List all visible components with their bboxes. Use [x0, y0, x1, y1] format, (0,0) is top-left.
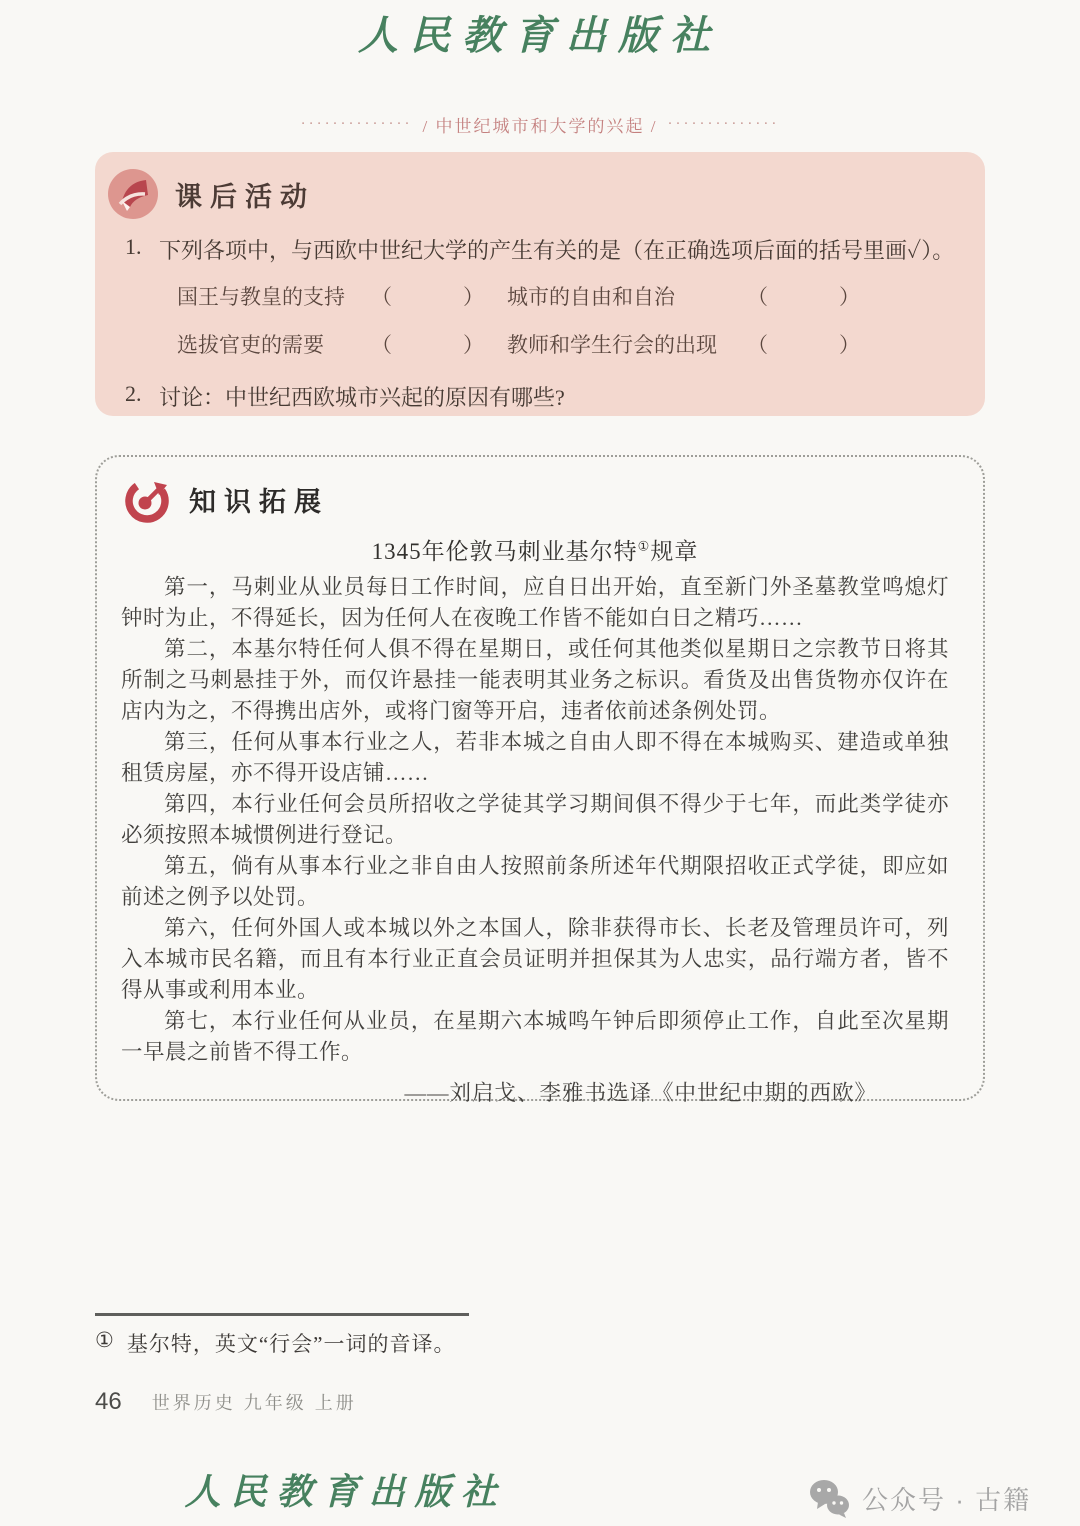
answer-parentheses[interactable]: （ ）	[371, 285, 486, 309]
option-guilds-appearance	[507, 329, 862, 359]
option-label: 城市的自由和自治	[507, 285, 675, 309]
activities-header	[107, 168, 955, 220]
source-attribution: ——刘启戈、李雅书选译《中世纪中期的西欧》	[404, 1081, 877, 1105]
watermark	[808, 1478, 1031, 1518]
page-footer	[95, 1388, 357, 1416]
chapter-dots-right: ··············	[667, 116, 780, 132]
option-label: 选拔官吏的需要	[177, 333, 324, 357]
chapter-dots-left: ··············	[300, 116, 413, 132]
option-city-freedom	[507, 281, 862, 311]
knowledge-header	[121, 473, 949, 525]
watermark-text: 公众号 · 古籍	[862, 1484, 1032, 1515]
document-title-main: 1345年伦敦马刺业基尔特	[371, 539, 638, 564]
item-number: 2.	[125, 381, 142, 406]
document-title-tail: 规章	[650, 539, 699, 564]
chapter-title: / 中世纪城市和大学的兴起 /	[422, 117, 658, 136]
activities-heading: 课后活动	[175, 181, 315, 212]
publisher-logo-top: 人民教育出版社	[358, 12, 722, 59]
option-official-selection	[177, 329, 507, 359]
knowledge-heading: 知识拓展	[189, 486, 329, 517]
circular-arrow-icon	[121, 473, 173, 525]
publisher-logo-bottom: 人民教育出版社	[184, 1471, 507, 1513]
activity-item-1	[125, 234, 955, 265]
answer-parentheses[interactable]: （ ）	[371, 333, 486, 357]
footnote-ref-icon: ①	[637, 538, 651, 554]
option-kings-popes	[177, 281, 507, 311]
book-pen-icon	[107, 168, 159, 220]
item-text: 下列各项中，与西欧中世纪大学的产生有关的是（在正确选项后面的括号里画✓）。	[159, 238, 955, 263]
chapter-header	[0, 112, 1080, 137]
footnote-divider	[95, 1313, 469, 1316]
knowledge-box	[95, 455, 985, 1105]
options-grid	[177, 281, 955, 359]
item-text: 讨论：中世纪西欧城市兴起的原因有哪些?	[159, 385, 565, 410]
item-number: 1.	[125, 234, 142, 259]
regulation-paragraph: 第五，倘有从事本行业之非自由人按照前条所述年代期限招收正式学徒，即应如前述之例予以处罚。	[121, 854, 949, 909]
footnote-marker: ①	[95, 1328, 115, 1352]
book-title: 世界历史 九年级 上册	[151, 1393, 357, 1413]
regulation-paragraph: 第二，本基尔特任何人俱不得在星期日，或任何其他类似星期日之宗教节日将其所制之马刺悬挂于外，而仅许悬挂一能表明其业务之标识。看货及出售货物亦仅许在店内为之，不得携出店外，或将门窗等开启，违者依前述条例处罚。	[121, 637, 949, 723]
answer-parentheses[interactable]: （ ）	[747, 285, 862, 309]
option-label: 国王与教皇的支持	[177, 285, 345, 309]
footnote	[95, 1328, 455, 1358]
activities-box	[95, 152, 985, 416]
regulation-paragraph: 第一，马刺业从业员每日工作时间，应自日出开始，直至新门外圣墓教堂鸣熄灯钟时为止，不得延长，因为任何人在夜晚工作皆不能如白日之精巧……	[121, 575, 949, 630]
regulation-paragraph: 第三，任何从事本行业之人，若非本城之自由人即不得在本城购买、建造或单独租赁房屋，亦不得开设店铺……	[121, 730, 949, 785]
regulation-paragraph: 第七，本行业任何从业员，在星期六本城鸣午钟后即须停止工作，自此至次星期一早晨之前皆不得工作。	[121, 1009, 949, 1064]
activity-item-2	[125, 381, 955, 412]
answer-parentheses[interactable]: （ ）	[747, 333, 862, 357]
page-number: 46	[95, 1388, 122, 1415]
wechat-icon	[808, 1478, 850, 1518]
option-label: 教师和学生行会的出现	[507, 333, 717, 357]
regulation-paragraph: 第四，本行业任何会员所招收之学徒其学习期间俱不得少于七年，而此类学徒亦必须按照本城惯例进行登记。	[121, 792, 949, 847]
footnote-text: 基尔特，英文“行会”一词的音译。	[126, 1332, 456, 1356]
regulation-paragraph: 第六，任何外国人或本城以外之本国人，除非获得市长、长老及管理员许可，列入本城市民名籍，而且有本行业正直会员证明并担保其为人忠实，品行端方者，皆不得从事或利用本业。	[121, 916, 949, 1002]
document-title	[121, 533, 949, 566]
document-body	[121, 572, 949, 1068]
